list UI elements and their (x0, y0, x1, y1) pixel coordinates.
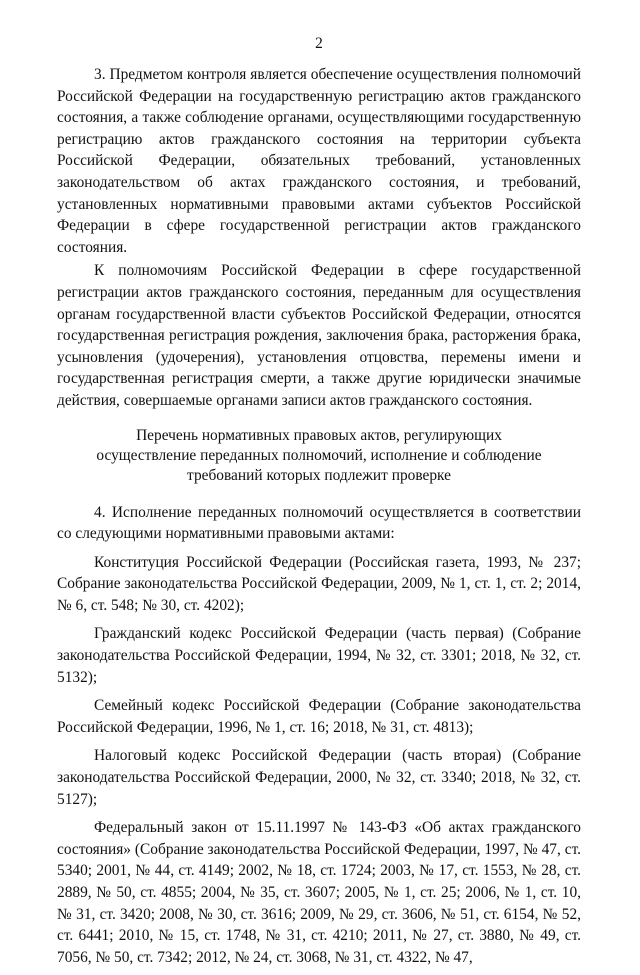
law-federal-law-143: Федеральный закон от 15.11.1997 № 143-ФЗ «Об актах гражданского состояния» (Собрание законодательства Российской Федерации, 1997, № 47, ст. 5340; 2001, № 44, ст. 4149; 2002, № 18, ст. 1724; 2003, № 17, ст. 1553, № 28, ст. 2889, № 50, ст. 4855; 2004, № 35, ст. 3607; 2005, № 1, ст. 25; 2006, № 1, ст. 10, № 31, ст. 3420; 2008, № 30, ст. 3616; 2009, № 29, ст. 3606, № 51, ст. 6154, № 52, ст. 6441; 2010, № 15, ст. 1748, № 31, ст. 4210; 2011, № 27, ст. 3880, № 49, ст. 7056, № 50, ст. 7342; 2012, № 24, ст. 3068, № 31, ст. 4322, № 47, (57, 819, 581, 966)
paragraph-powers: К полномочиям Российской Федерации в сфере государственной регистрации актов гражданского состояния, переданным для осуществления органам государственной власти субъектов Российской Федерации, относятся государственная регистрация рождения, заключения брака, расторжения брака, усыновления (удочерения), установления отцовства, перемены имени и государственная регистрация смерти, а также другие юридически значимые действия, совершаемые органами записи актов гражданского состояния. (57, 262, 581, 409)
section-title (57, 426, 581, 486)
section-title-line-1: Перечень нормативных правовых актов, регулирующих (136, 426, 502, 444)
paragraph-3-subject-of-control: 3. Предметом контроля является обеспечение осуществления полномочий Российской Федерации на государственную регистрацию актов гражданского состояния, а также соблюдение органами, осуществляющими государственную регистрацию актов гражданского состояния на территории субъекта Российской Федерации, обязательных требований, установленных законодательством об актах гражданского состояния, и требований, установленных нормативными правовыми актами субъектов Российской Федерации в сфере государственной регистрации актов гражданского состояния. (57, 66, 581, 256)
page-number: 2 (315, 35, 323, 52)
law-constitution: Конституция Российской Федерации (Российская газета, 1993, № 237; Собрание законодательства Российской Федерации, 2009, № 1, ст. 1, ст. 2; 2014, № 6, ст. 548; № 30, ст. 4202); (57, 553, 581, 614)
law-family-code: Семейный кодекс Российской Федерации (Собрание законодательства Российской Федерации, 1996, № 1, ст. 16; 2018, № 31, ст. 4813); (57, 697, 581, 736)
paragraph-4-legal-acts-intro: 4. Исполнение переданных полномочий осуществляется в соответствии со следующими нормативными правовыми актами: (57, 503, 581, 543)
law-civil-code: Гражданский кодекс Российской Федерации (часть первая) (Собрание законодательства Российской Федерации, 1994, № 32, ст. 3301; 2018, № 32, ст. 5132); (57, 625, 581, 686)
law-tax-code: Налоговый кодекс Российской Федерации (часть вторая) (Собрание законодательства Российской Федерации, 2000, № 32, ст. 3340; 2018, № 32, ст. 5127); (57, 747, 581, 808)
section-title-line-3: требований которых подлежит проверке (187, 466, 451, 484)
document-page (57, 34, 581, 975)
section-title-line-2: осуществление переданных полномочий, исполнение и соблюдение (96, 446, 542, 464)
